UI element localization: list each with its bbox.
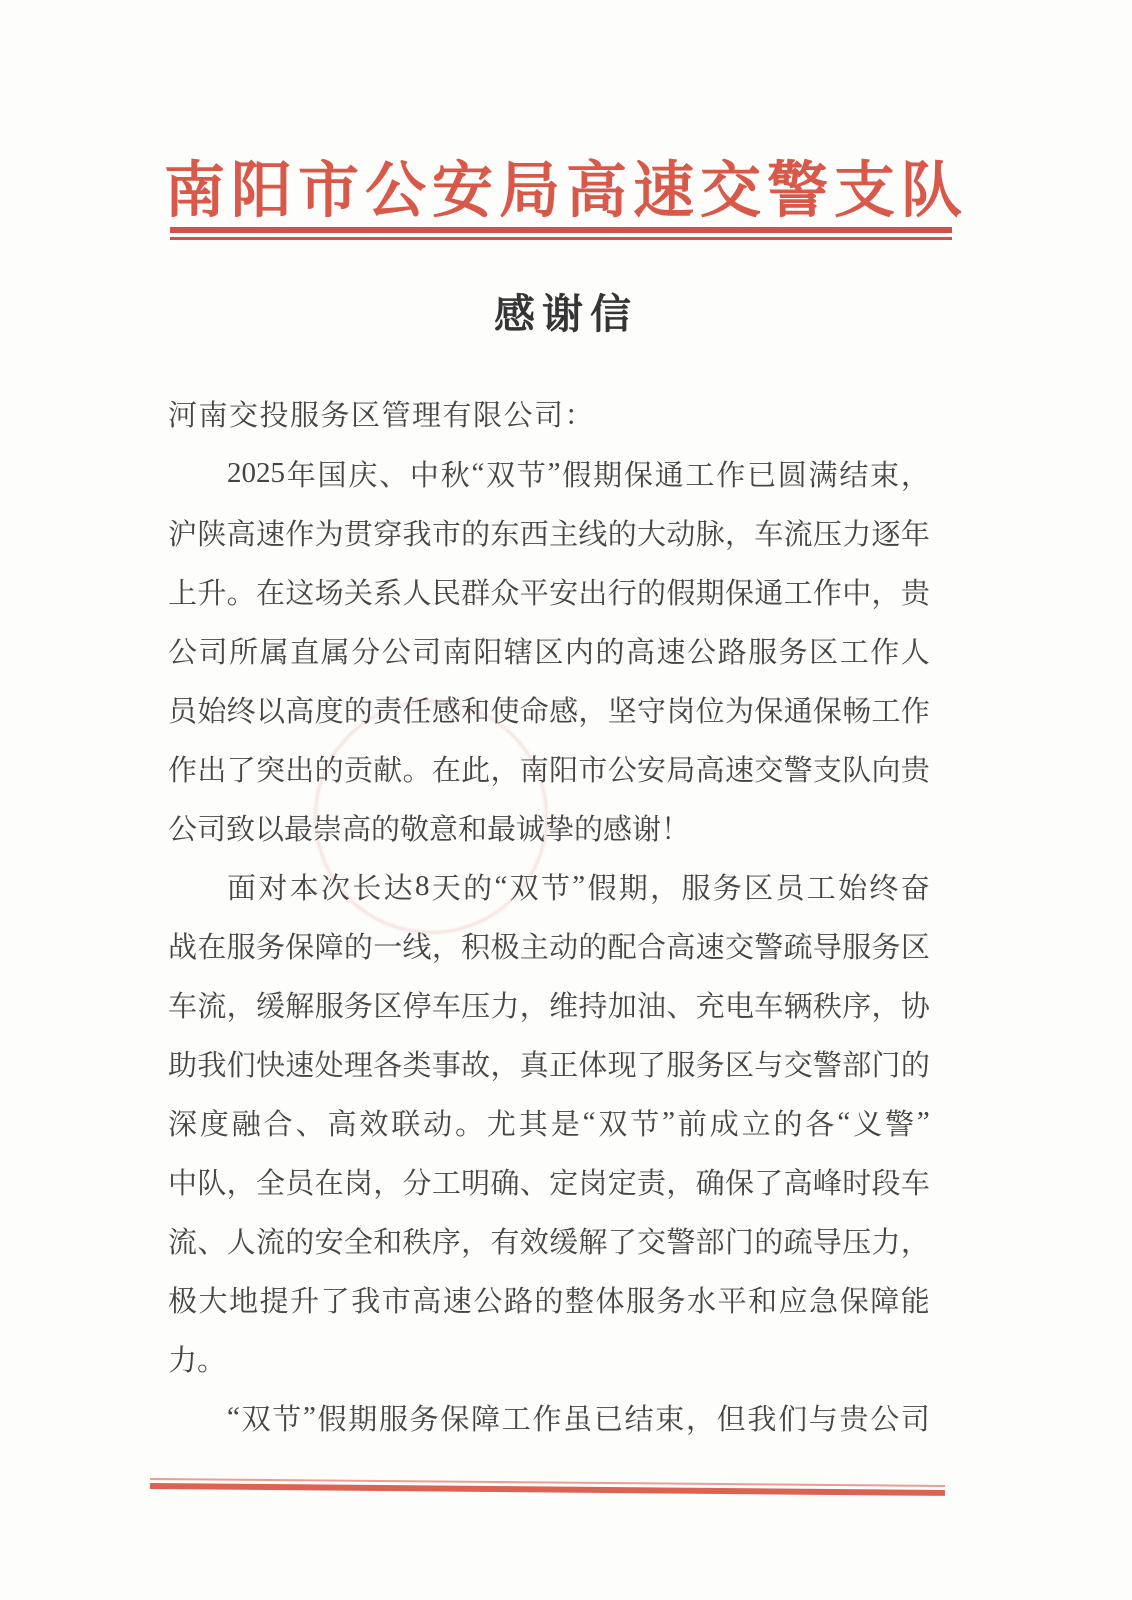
body-line: “ 双 节 ” 假 期 服 务 保 障 工 作 虽 已 结 束 ， 但 我 们 与 贵 公 司 xyxy=(227,1401,930,1436)
body-line: 面 对 本 次 长 达 8 天 的 “ 双 节 ” 假 期 ， 服 务 区 员 工 始 终 奋 xyxy=(227,870,930,905)
letterhead-title: 南阳市公安局高速交警支队 xyxy=(163,158,968,225)
body-line: 上 升 。 在 这 场 关 系 人 民 群 众 平 安 出 行 的 假 期 保 通 工 作 中 ， 贵 xyxy=(168,578,930,610)
body-line: 公 司 所 属 直 属 分 公 司 南 阳 辖 区 内 的 高 速 公 路 服 务 区 工 作 人 xyxy=(168,637,930,669)
body-line: 中 队 ， 全 员 在 岗 ， 分 工 明 确 、 定 岗 定 责 ， 确 保 了 高 峰 时 段 车 xyxy=(168,1168,930,1200)
body-line: 战 在 服 务 保 障 的 一 线 ， 积 极 主 动 的 配 合 高 速 交 警 疏 导 服 务 区 xyxy=(168,932,930,964)
footer-rule xyxy=(150,1478,945,1496)
body-line: 公司致以最崇高的敬意和最诚挚的感谢！ xyxy=(168,814,691,846)
letter-body xyxy=(168,383,930,1447)
letterhead-double-rule xyxy=(170,227,952,240)
document-title: 感谢信 xyxy=(494,291,638,337)
body-line: 员 始 终 以 高 度 的 责 任 感 和 使 命 感 ， 坚 守 岗 位 为 保 通 保 畅 工 作 xyxy=(168,696,930,728)
body-line: 深 度 融 合 、 高 效 联 动 。 尤 其 是 “ 双 节 ” 前 成 立 的 各 “ 义 警 ” xyxy=(168,1106,930,1141)
body-line: 沪 陕 高 速 作 为 贯 穿 我 市 的 东 西 主 线 的 大 动 脉 ， 车 流 压 力 逐 年 xyxy=(168,519,930,551)
body-line: 极 大 地 提 升 了 我 市 高 速 公 路 的 整 体 服 务 水 平 和 应 急 保 障 能 xyxy=(168,1286,930,1318)
body-line: 车 流 ， 缓 解 服 务 区 停 车 压 力 ， 维 持 加 油 、 充 电 车 辆 秩 序 ， 协 xyxy=(168,991,930,1023)
body-line: 作 出 了 突 出 的 贡 献 。 在 此 ， 南 阳 市 公 安 局 高 速 交 警 支 队 向 贵 xyxy=(168,755,930,787)
body-line: 助 我 们 快 速 处 理 各 类 事 故 ， 真 正 体 现 了 服 务 区 与 交 警 部 门 的 xyxy=(168,1050,930,1082)
letter-body-lines xyxy=(168,444,930,1447)
body-line: 流 、 人 流 的 安 全 和 秩 序 ， 有 效 缓 解 了 交 警 部 门 的 疏 导 压 力 ， xyxy=(168,1227,930,1259)
body-line: 2025 年 国 庆 、 中 秋 “ 双 节 ” 假 期 保 通 工 作 已 圆 满 结 束 ， xyxy=(227,457,930,492)
body-line: 力。 xyxy=(168,1345,227,1377)
recipient-line: 河南交投服务区管理有限公司： xyxy=(168,400,596,432)
